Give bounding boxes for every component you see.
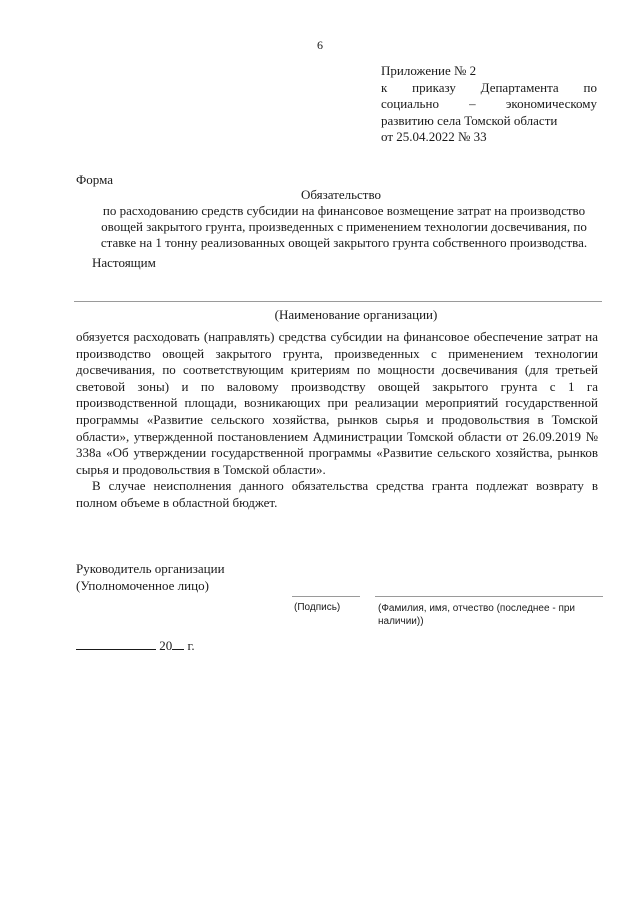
subtitle-line: ставке на 1 тонну реализованных овощей закрытого грунта собственного производства.: [100, 235, 588, 250]
signature-caption: (Подпись): [294, 602, 341, 613]
intro-word: Настоящим: [92, 255, 156, 270]
body-paragraph: обязуется расходовать (направлять) средства субсидии на финансовое обеспечение затрат на производство овощей закрытого грунта, произведенных с применением технологии досвечивания, по соответствующим критериям по мощности досвечивания (для третьей световой зоны) и по валовому производству овощей закрытого грунта с 1 га производственной площади, возникающих при реализации мероприятий государственной программы «Развитие сельского хозяйства, рынков сырья и продовольствия в Томской области», утвержденной постановлением Администрации Томской области от 26.09.2019 № 338а «Об утверждении государственной программы «Развитие сельского хозяйства, рынков сырья и продовольствия в Томской области».: [76, 329, 598, 477]
page-number: 6: [317, 38, 323, 52]
subtitle-line: по расходованию средств субсидии на финансовое возмещение затрат на производство: [102, 203, 586, 218]
full-name-line: [375, 596, 603, 597]
date-row: [76, 638, 195, 654]
document-title: Обязательство: [300, 187, 382, 202]
signatory-subtitle: (Уполномоченное лицо): [76, 577, 209, 593]
appendix-line-region: развитию села Томской области: [381, 112, 558, 128]
appendix-line-date: от 25.04.2022 № 33: [381, 129, 487, 144]
obligation-body: [76, 329, 598, 512]
date-blank: [76, 638, 156, 650]
full-name-caption: (Фамилия, имя, отчество (последнее - при наличии)): [378, 603, 576, 627]
signatory-block: [76, 561, 225, 594]
appendix-line-department: социально – экономическому: [381, 96, 597, 111]
organization-name-line: [74, 301, 602, 302]
document-subtitle: [78, 203, 610, 251]
appendix-title: Приложение № 2: [381, 63, 477, 78]
subtitle-line: овощей закрытого грунта, произведенных с применением технологии досвечивания, по: [101, 219, 587, 234]
date-year-blank: [172, 638, 184, 650]
form-label: Форма: [76, 172, 113, 187]
appendix-block: [381, 63, 597, 146]
body-paragraph: В случае неисполнения данного обязательства средства гранта подлежат возврату в полном объеме в областной бюджет.: [76, 478, 598, 510]
date-year-prefix: 20: [159, 638, 173, 653]
signature-line: [292, 596, 360, 597]
appendix-line-order: к приказу Департамента по: [381, 79, 597, 95]
signatory-title: Руководитель организации: [76, 561, 225, 576]
organization-caption: (Наименование организации): [274, 307, 438, 322]
date-year-suffix: г.: [187, 638, 195, 653]
